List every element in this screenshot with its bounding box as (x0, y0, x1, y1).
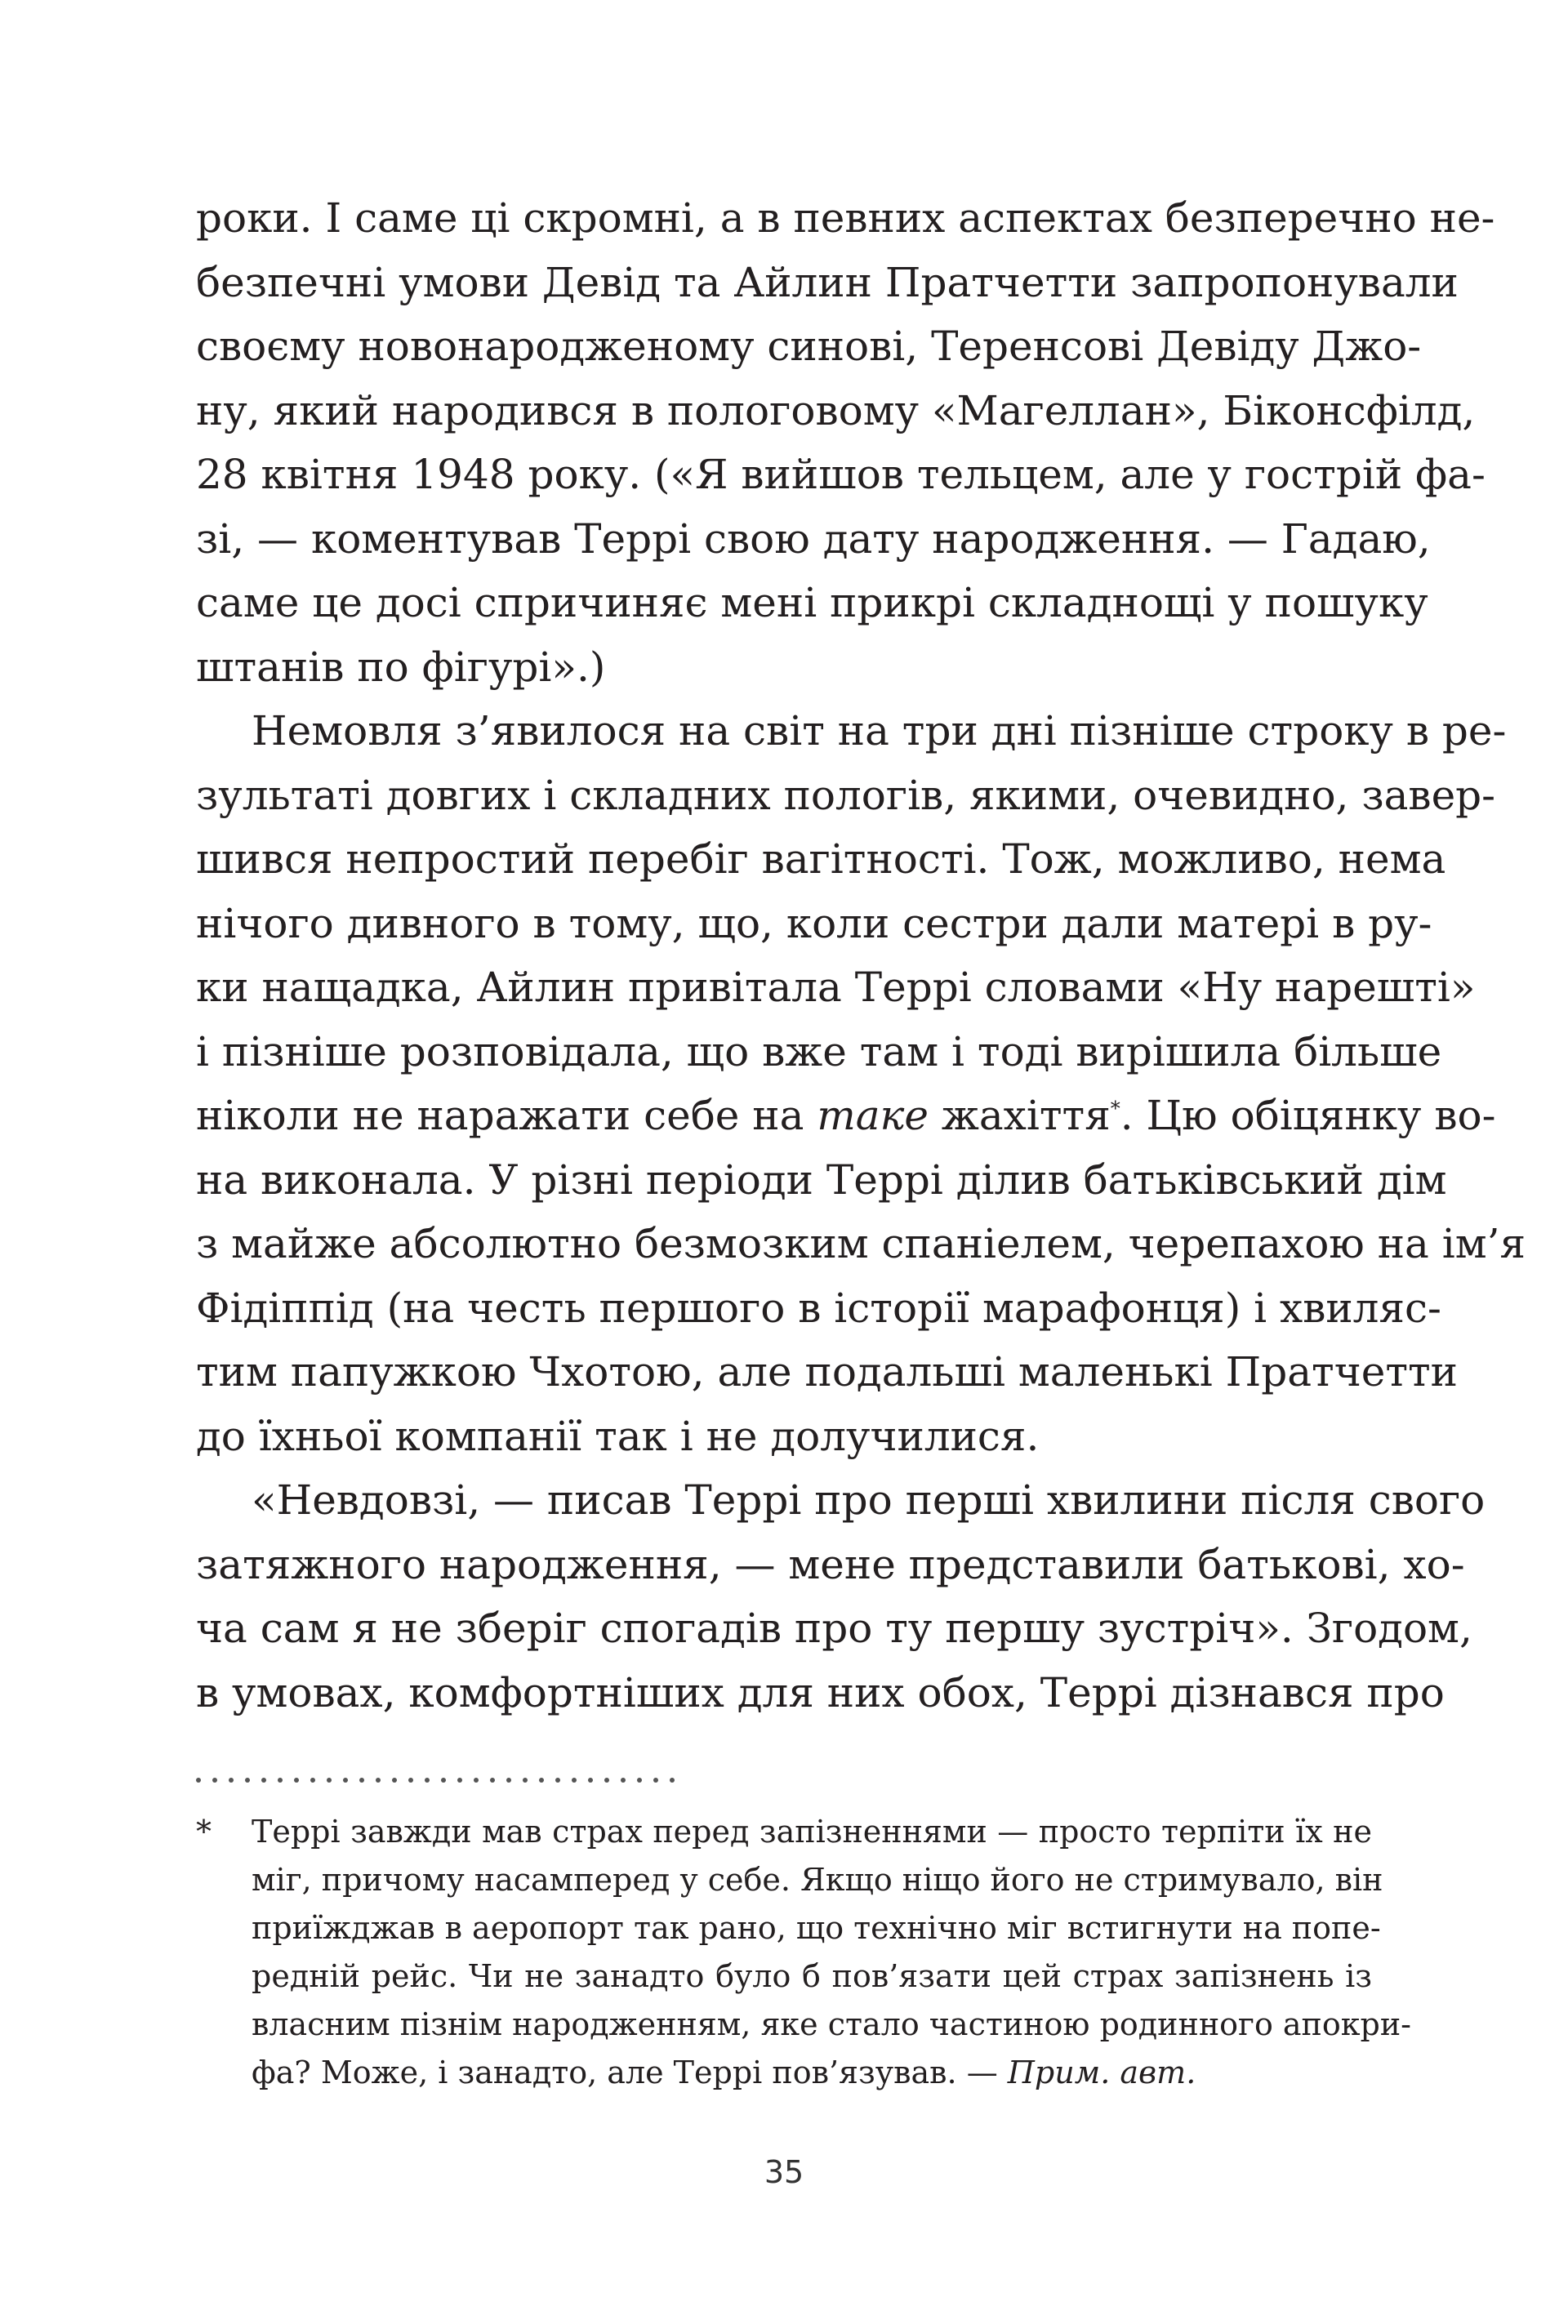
text-line: ну, який народився в пологовому «Магеллан», Біконсфілд, (196, 386, 1476, 434)
footnote-line (252, 2049, 1372, 2097)
text-fragment: жахіття (928, 1092, 1111, 1139)
text-line: шився непростий перебіг вагітності. Тож, можливо, нема (196, 835, 1446, 883)
text-line: роки. І саме ці скромні, а в певних аспектах безперечно не- (196, 194, 1495, 242)
footnote-line: власним пізнім народженням, яке стало частиною родинного апокри- (252, 2006, 1412, 2042)
text-line: з майже абсолютно безмозким спаніелем, черепахою на ім’я (196, 1220, 1526, 1267)
footnote-line: редній рейс. Чи не занадто було б пов’язати цей страх запізнень із (252, 1958, 1372, 1994)
footnote-line: міг, причому насамперед у себе. Якщо ніщо його не стримувало, він (252, 1862, 1383, 1898)
text-line: затяжного народження, — мене представили батькові, хо- (196, 1540, 1465, 1588)
text-fragment: . Цю обіцянку во- (1120, 1092, 1496, 1139)
footnote-body (252, 1808, 1412, 2097)
text-line: «Невдовзі, — писав Террі про перші хвилини після свого (252, 1476, 1486, 1524)
footnote-mark: * (196, 1814, 212, 1850)
text-line: ча сам я не зберіг спогадів про ту першу зустріч». Згодом, (196, 1605, 1472, 1652)
text-line: до їхньої компанії так і не долучилися. (196, 1412, 1040, 1460)
text-fragment: ніколи не наражати себе на (196, 1092, 817, 1139)
footnote (196, 1808, 1412, 2097)
footnote-divider (196, 1772, 686, 1780)
text-line: штанів по фігурі».) (196, 643, 606, 691)
footnote-line: Террі завжди мав страх перед запізненнями — просто терпіти їх не (252, 1814, 1372, 1850)
text-line: Немовля з’явилося на світ на три дні пізніше строку в ре- (252, 707, 1507, 755)
text-line: саме це досі спричиняє мені прикрі складнощі у пошуку (196, 579, 1428, 626)
text-line: на виконала. У різні періоди Террі ділив батьківський дім (196, 1155, 1447, 1204)
italic-word: таке (817, 1092, 929, 1139)
text-line: в умовах, комфортніших для них обох, Террі дізнався про (196, 1668, 1445, 1716)
text-line (196, 1084, 1496, 1148)
page-number: 35 (764, 2154, 804, 2190)
text-line: нічого дивного в тому, що, коли сестри дали матері в ру- (196, 899, 1432, 947)
text-line: 28 квітня 1948 року. («Я вийшов тельцем, але у гострій фа- (196, 451, 1486, 498)
text-line: безпечні умови Девід та Айлин Пратчетти запропонували (196, 258, 1459, 306)
text-fragment: фа? Може, і занадто, але Террі пов’язував. — (252, 2055, 1008, 2090)
main-text (196, 186, 1526, 1725)
text-line: зі, — коментував Террі свою дату народження. — Гадаю, (196, 514, 1431, 563)
text-line: і пізніше розповідала, що вже там і тоді вирішила більше (196, 1027, 1442, 1075)
text-line: зультаті довгих і складних пологів, якими, очевидно, завер- (196, 771, 1496, 819)
author-note-label: Прим. авт. (1007, 2055, 1196, 2090)
text-line: своєму новонародженому синові, Теренсові Девіду Джо- (196, 323, 1422, 370)
text-line: тим папужкою Чхотою, але подальші маленькі Пратчетти (196, 1348, 1458, 1396)
text-line: Фідіппід (на честь першого в історії марафонця) і хвиляс- (196, 1284, 1441, 1332)
text-line: ки нащадка, Айлин привітала Террі словами «Ну нарешті» (196, 964, 1476, 1011)
footnote-line: приїжджав в аеропорт так рано, що технічно міг встигнути на попе- (252, 1910, 1381, 1946)
footnote-reference[interactable]: * (1110, 1097, 1120, 1120)
